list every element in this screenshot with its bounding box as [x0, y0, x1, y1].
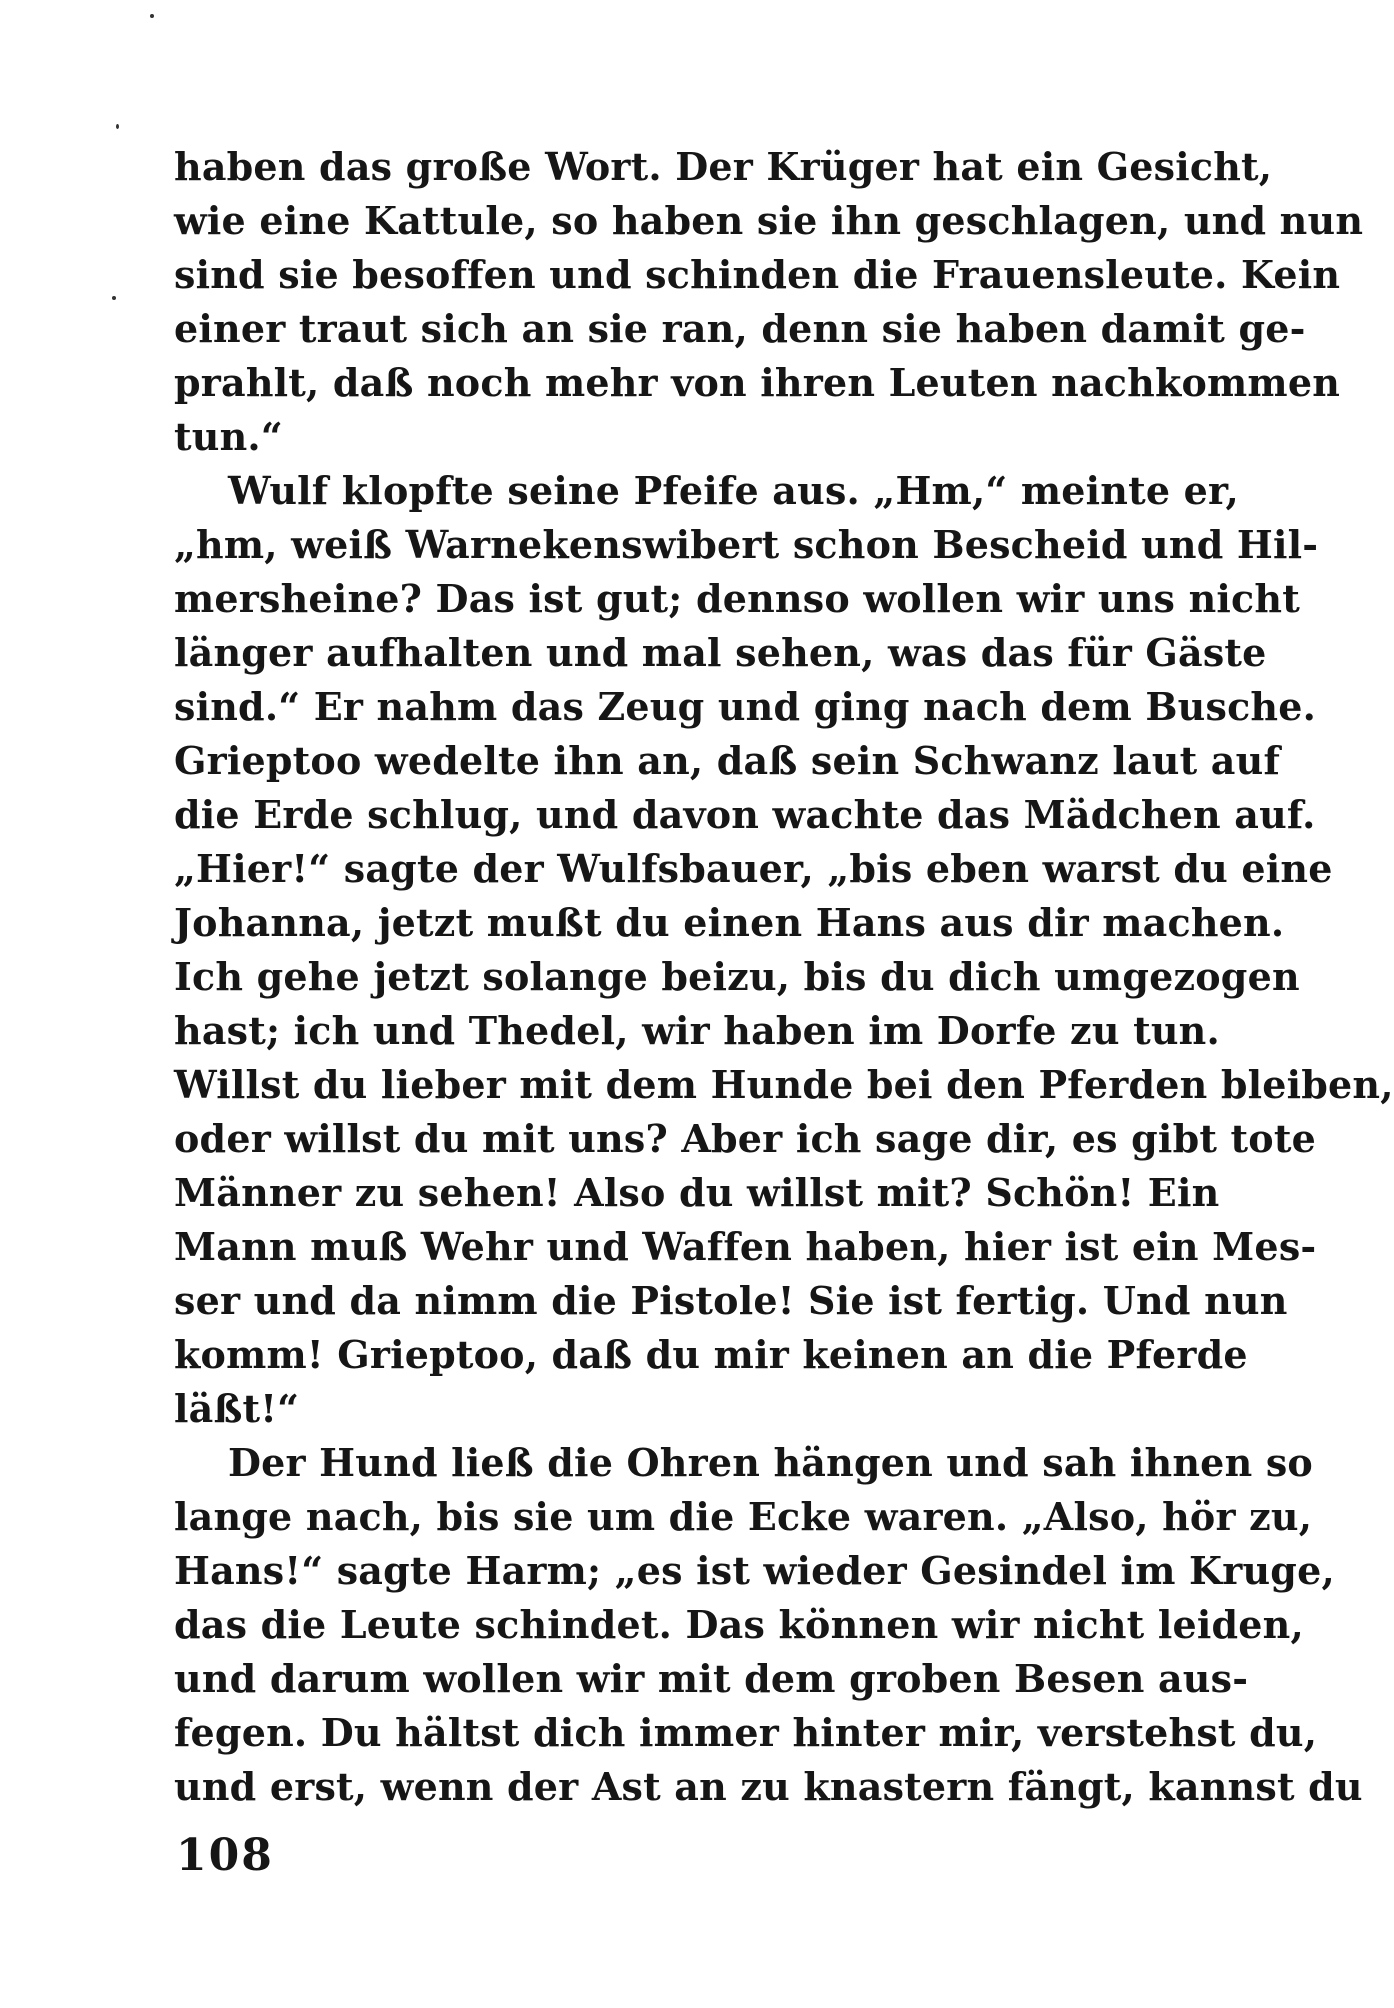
text-line: sind sie besoffen und schinden die Frauensleute. Kein [174, 252, 1341, 297]
text-line: hast; ich und Thedel, wir haben im Dorfe zu tun. [174, 1008, 1220, 1053]
text-line: und darum wollen wir mit dem groben Besen aus- [174, 1656, 1249, 1701]
text-line: tun.“ [174, 414, 283, 459]
text-line: Männer zu sehen! Also du willst mit? Schön! Ein [174, 1170, 1220, 1215]
text-line: „hm, weiß Warnekenswibert schon Bescheid und Hil- [174, 522, 1319, 567]
text-line: ser und da nimm die Pistole! Sie ist fertig. Und nun [174, 1278, 1288, 1323]
page-number: 108 [176, 1830, 274, 1881]
body-text [174, 140, 1394, 1814]
text-line: oder willst du mit uns? Aber ich sage dir, es gibt tote [174, 1116, 1316, 1161]
text-line: mersheine? Das ist gut; dennso wollen wir uns nicht [174, 576, 1300, 621]
text-line: prahlt, daß noch mehr von ihren Leuten nachkommen [174, 360, 1341, 405]
text-line: und erst, wenn der Ast an zu knastern fängt, kannst du [174, 1764, 1363, 1809]
text-line: „Hier!“ sagte der Wulfsbauer, „bis eben warst du eine [174, 846, 1333, 891]
text-line: komm! Grieptoo, daß du mir keinen an die Pferde [174, 1332, 1248, 1377]
text-line: wie eine Kattule, so haben sie ihn geschlagen, und nun [174, 198, 1364, 243]
text-line: Ich gehe jetzt solange beizu, bis du dich umgezogen [174, 954, 1300, 999]
text-line: das die Leute schindet. Das können wir nicht leiden, [174, 1602, 1304, 1647]
print-speck [150, 14, 154, 18]
text-line: Der Hund ließ die Ohren hängen und sah ihnen so [228, 1440, 1313, 1485]
text-line: Johanna, jetzt mußt du einen Hans aus dir machen. [174, 900, 1285, 945]
text-line: haben das große Wort. Der Krüger hat ein Gesicht, [174, 144, 1273, 189]
text-line: einer traut sich an sie ran, denn sie haben damit ge- [174, 306, 1306, 351]
print-speck [116, 124, 119, 129]
text-line: Grieptoo wedelte ihn an, daß sein Schwanz laut auf [174, 738, 1280, 783]
text-line: die Erde schlug, und davon wachte das Mädchen auf. [174, 792, 1316, 837]
text-line: Willst du lieber mit dem Hunde bei den Pferden bleiben, [174, 1062, 1394, 1107]
text-line: sind.“ Er nahm das Zeug und ging nach dem Busche. [174, 684, 1317, 729]
text-line: Mann muß Wehr und Waffen haben, hier ist ein Mes- [174, 1224, 1317, 1269]
print-speck [112, 296, 116, 300]
text-line: Hans!“ sagte Harm; „es ist wieder Gesindel im Kruge, [174, 1548, 1335, 1593]
text-line: lange nach, bis sie um die Ecke waren. „Also, hör zu, [174, 1494, 1313, 1539]
text-line: fegen. Du hältst dich immer hinter mir, verstehst du, [174, 1710, 1318, 1755]
text-line: läßt!“ [174, 1386, 300, 1431]
text-line: Wulf klopfte seine Pfeife aus. „Hm,“ meinte er, [228, 468, 1239, 513]
text-line: länger aufhalten und mal sehen, was das für Gäste [174, 630, 1267, 675]
